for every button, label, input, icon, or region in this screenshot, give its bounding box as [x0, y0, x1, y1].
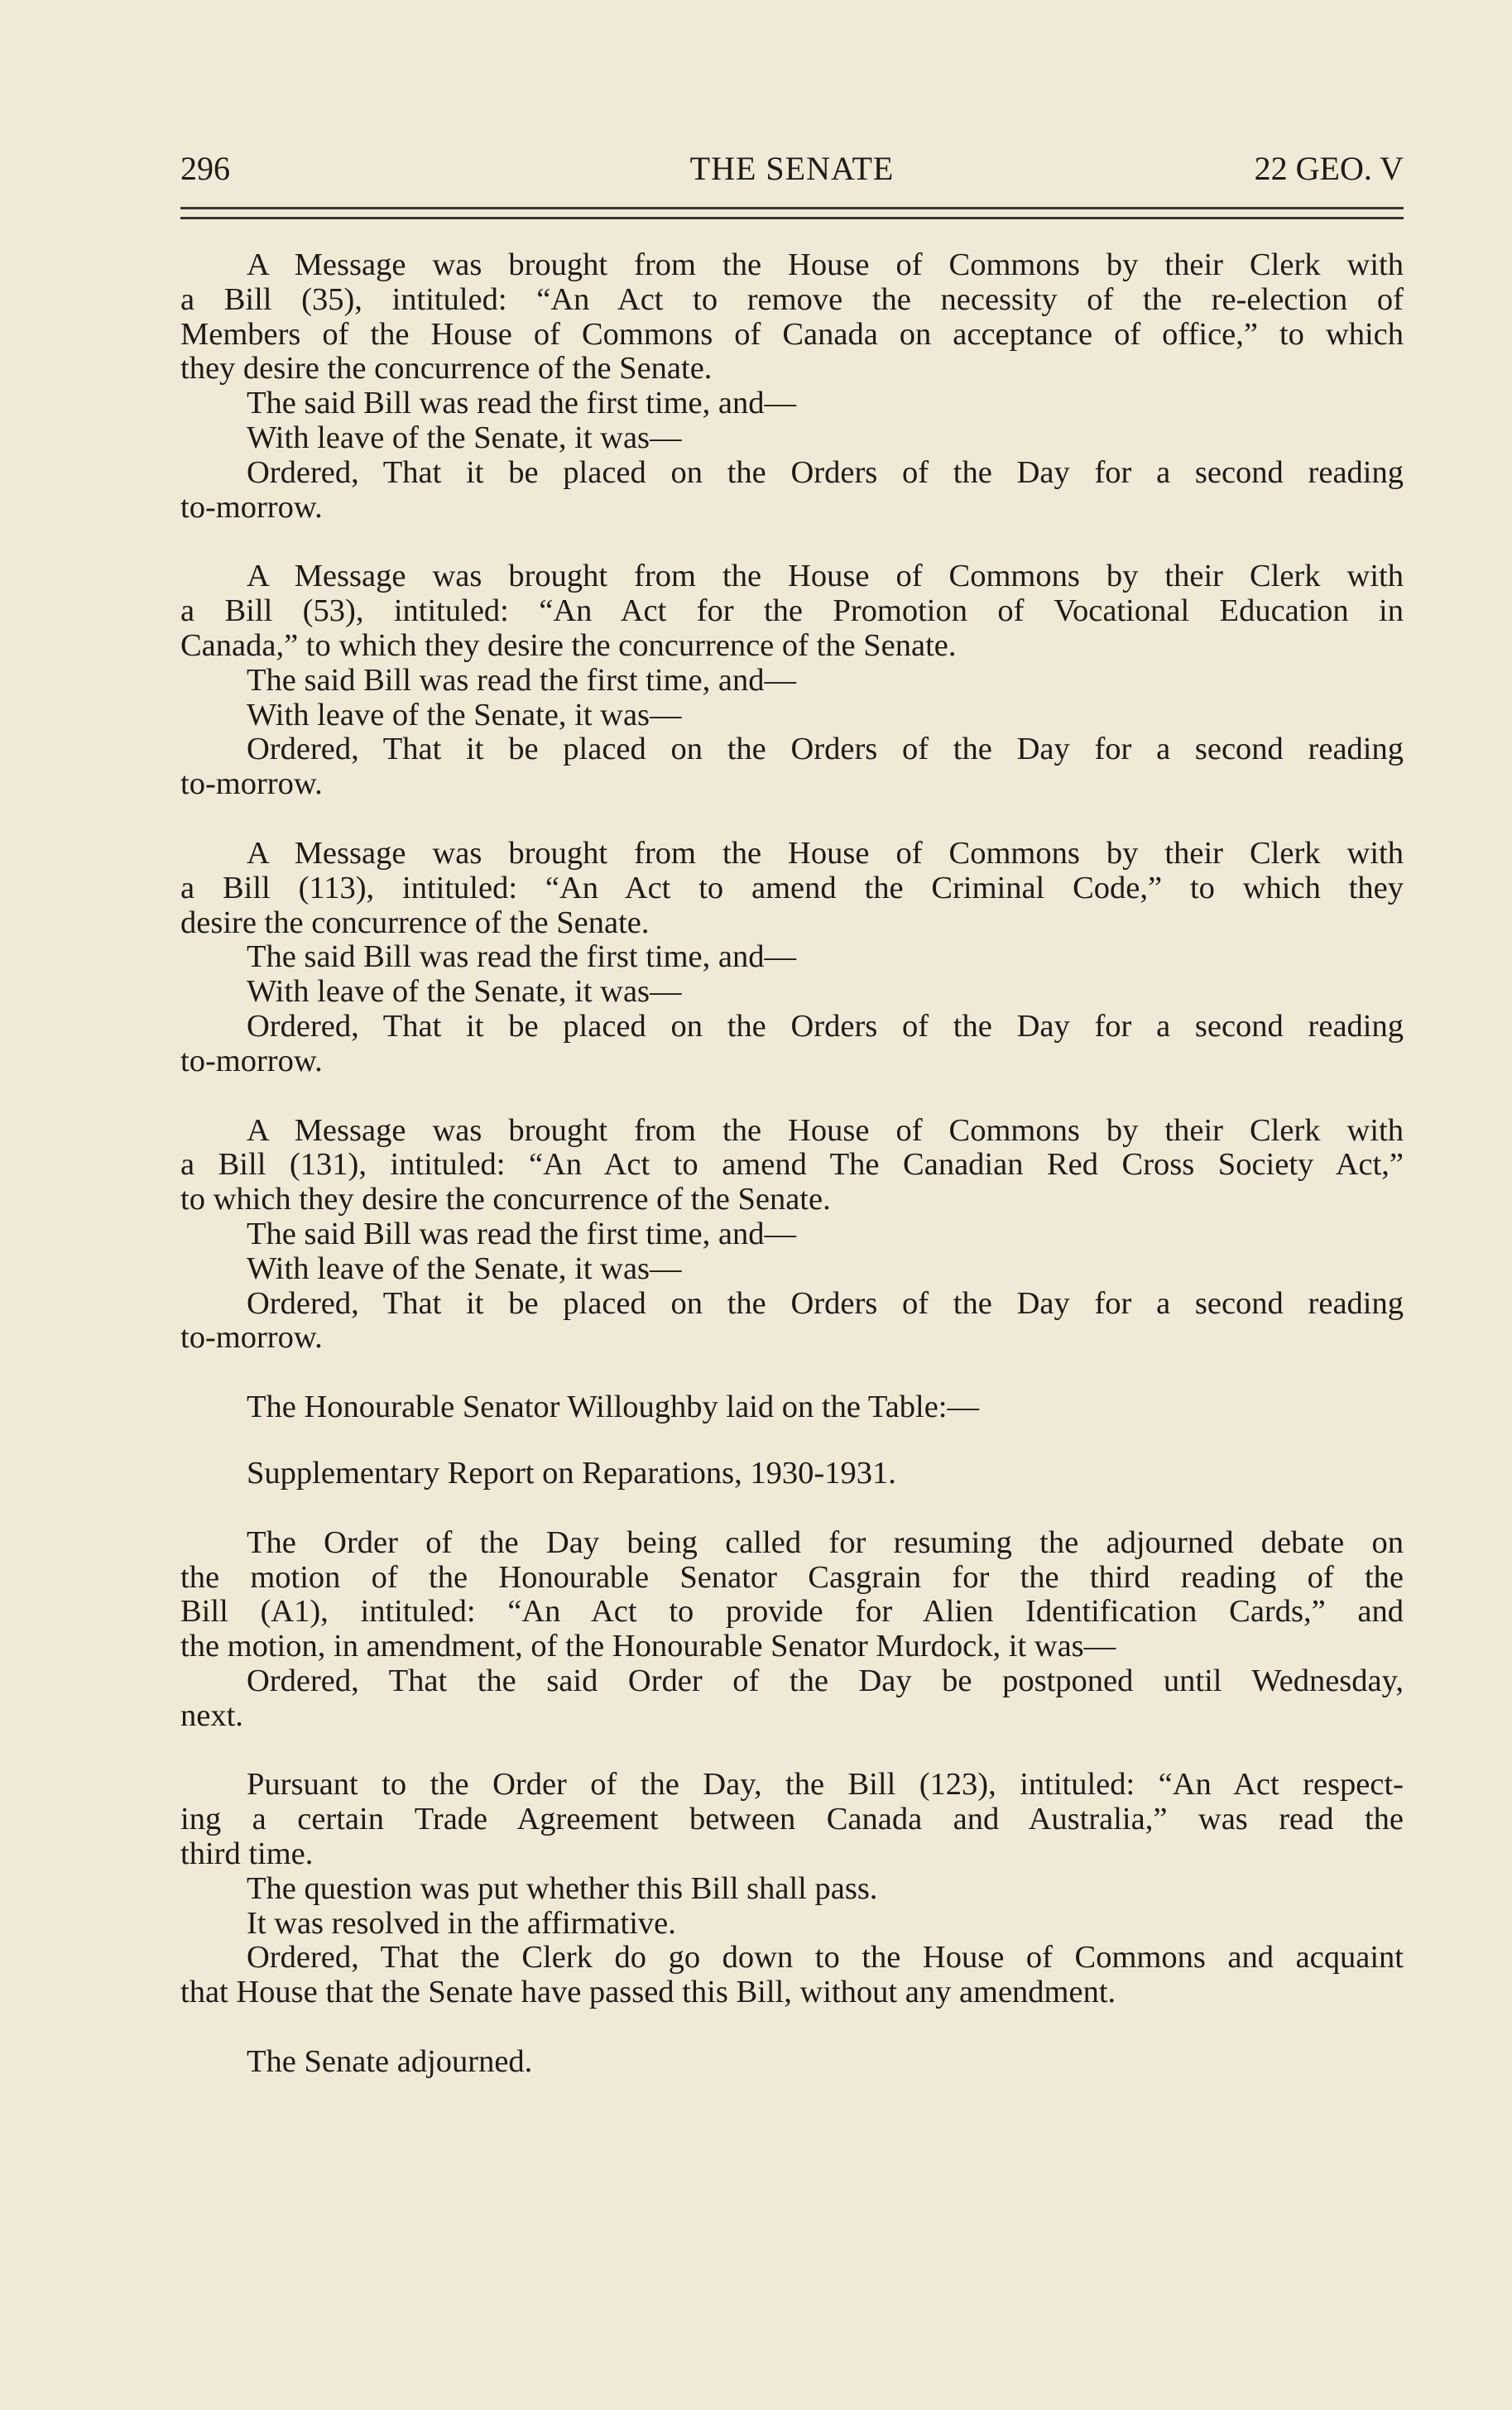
text-line: Bill (A1), intituled: “An Act to provide for Alien Identification Cards,” and — [180, 1594, 1404, 1630]
text-line: a Bill (131), intituled: “An Act to amend The Canadian Red Cross Society Act,” — [180, 1147, 1404, 1183]
entry-bill-131 — [180, 1114, 1404, 1356]
text-line: The Senate adjourned. — [247, 2044, 533, 2080]
text-line: to-morrow. — [180, 766, 323, 802]
paragraph-gap — [180, 1356, 1404, 1390]
text-line: A Message was brought from the House of Commons by their Clerk with — [247, 559, 1404, 594]
text-line: Ordered, That the Clerk do go down to the House of Commons and acquaint — [247, 1940, 1404, 1976]
text-line: The said Bill was read the first time, and— — [247, 386, 796, 421]
paragraph-gap — [180, 1079, 1404, 1114]
text-line: next. — [180, 1697, 243, 1733]
text-line: The Honourable Senator Willoughby laid on the Table:— — [247, 1390, 979, 1425]
text-line: It was resolved in the affirmative. — [247, 1905, 676, 1941]
text-line: With leave of the Senate, it was— — [247, 697, 682, 732]
text-line: a Bill (35), intituled: “An Act to remove the necessity of the re-election of — [180, 281, 1404, 317]
text-line: to which they desire the concurrence of the Senate. — [180, 1182, 831, 1217]
text-line: the motion of the Honourable Senator Casgrain for the third reading of the — [180, 1559, 1404, 1595]
text-line: Ordered, That it be placed on the Orders of the Day for a second reading — [247, 454, 1404, 490]
entry-bill-123 — [180, 1768, 1404, 2010]
text-line: With leave of the Senate, it was— — [247, 1251, 682, 1286]
running-header — [180, 147, 1404, 190]
header-title: THE SENATE — [689, 150, 895, 187]
text-line: A Message was brought from the House of Commons by their Clerk with — [247, 247, 1404, 282]
text-line: With leave of the Senate, it was— — [247, 974, 682, 1010]
entry-bill-a1 — [180, 1526, 1404, 1734]
text-line: a Bill (113), intituled: “An Act to amend the Criminal Code,” to which they — [180, 870, 1404, 905]
paragraph-gap — [180, 525, 1404, 559]
text-line: to-morrow. — [180, 1320, 323, 1356]
text-line: Ordered, That the said Order of the Day be postponed until Wednesday, — [247, 1663, 1404, 1698]
header-rule-bottom — [180, 217, 1404, 219]
paragraph-gap — [180, 1733, 1404, 1768]
text-line: third time. — [180, 1836, 314, 1872]
entry-bill-113 — [180, 837, 1404, 1079]
text-line: A Message was brought from the House of Commons by their Clerk with — [247, 1112, 1404, 1148]
entry-bill-35 — [180, 248, 1404, 525]
text-line: The said Bill was read the first time, and— — [247, 1216, 796, 1251]
text-line: Ordered, That it be placed on the Orders of the Day for a second reading — [247, 732, 1404, 767]
text-line: that House that the Senate have passed this Bill, without any amendment. — [180, 1975, 1116, 2010]
text-line: to-morrow. — [180, 489, 323, 525]
text-line: Supplementary Report on Reparations, 1930-1931. — [247, 1455, 896, 1491]
paragraph-gap — [180, 802, 1404, 837]
page-number: 296 — [180, 150, 230, 187]
text-line: desire the concurrence of the Senate. — [180, 905, 650, 940]
text-line: The Order of the Day being called for resuming the adjourned debate on — [247, 1524, 1404, 1560]
entry-adjournment — [180, 2045, 1404, 2080]
entry-bill-53 — [180, 559, 1404, 802]
text-line: Pursuant to the Order of the Day, the Bill (123), intituled: “An Act respect- — [247, 1767, 1404, 1803]
text-line: Ordered, That it be placed on the Orders of the Day for a second reading — [247, 1008, 1404, 1044]
entry-report-tabled — [180, 1390, 1404, 1491]
text-line: A Message was brought from the House of Commons by their Clerk with — [247, 835, 1404, 871]
header-rule-top — [180, 207, 1404, 209]
text-line: Canada,” to which they desire the concurrence of the Senate. — [180, 627, 957, 663]
text-line: ing a certain Trade Agreement between Canada and Australia,” was read the — [180, 1802, 1404, 1837]
text-line: Members of the House of Commons of Canada on acceptance of office,” to which — [180, 316, 1404, 352]
text-line: The said Bill was read the first time, and— — [247, 939, 796, 975]
text-line: The said Bill was read the first time, and— — [247, 662, 796, 698]
paragraph-gap — [180, 2010, 1404, 2045]
text-line: the motion, in amendment, of the Honourable Senator Murdock, it was— — [180, 1629, 1116, 1664]
line-gap — [180, 1425, 1404, 1457]
text-line: Ordered, That it be placed on the Orders of the Day for a second reading — [247, 1285, 1404, 1321]
text-line: With leave of the Senate, it was— — [247, 420, 682, 455]
header-reign: 22 GEO. V — [1254, 150, 1404, 187]
text-line: a Bill (53), intituled: “An Act for the Promotion of Vocational Education in — [180, 593, 1404, 629]
text-line: The question was put whether this Bill shall pass. — [247, 1870, 878, 1906]
text-line: to-morrow. — [180, 1043, 323, 1078]
paragraph-gap — [180, 1491, 1404, 1526]
journal-body — [180, 248, 1404, 2080]
text-line: they desire the concurrence of the Senate. — [180, 351, 713, 386]
